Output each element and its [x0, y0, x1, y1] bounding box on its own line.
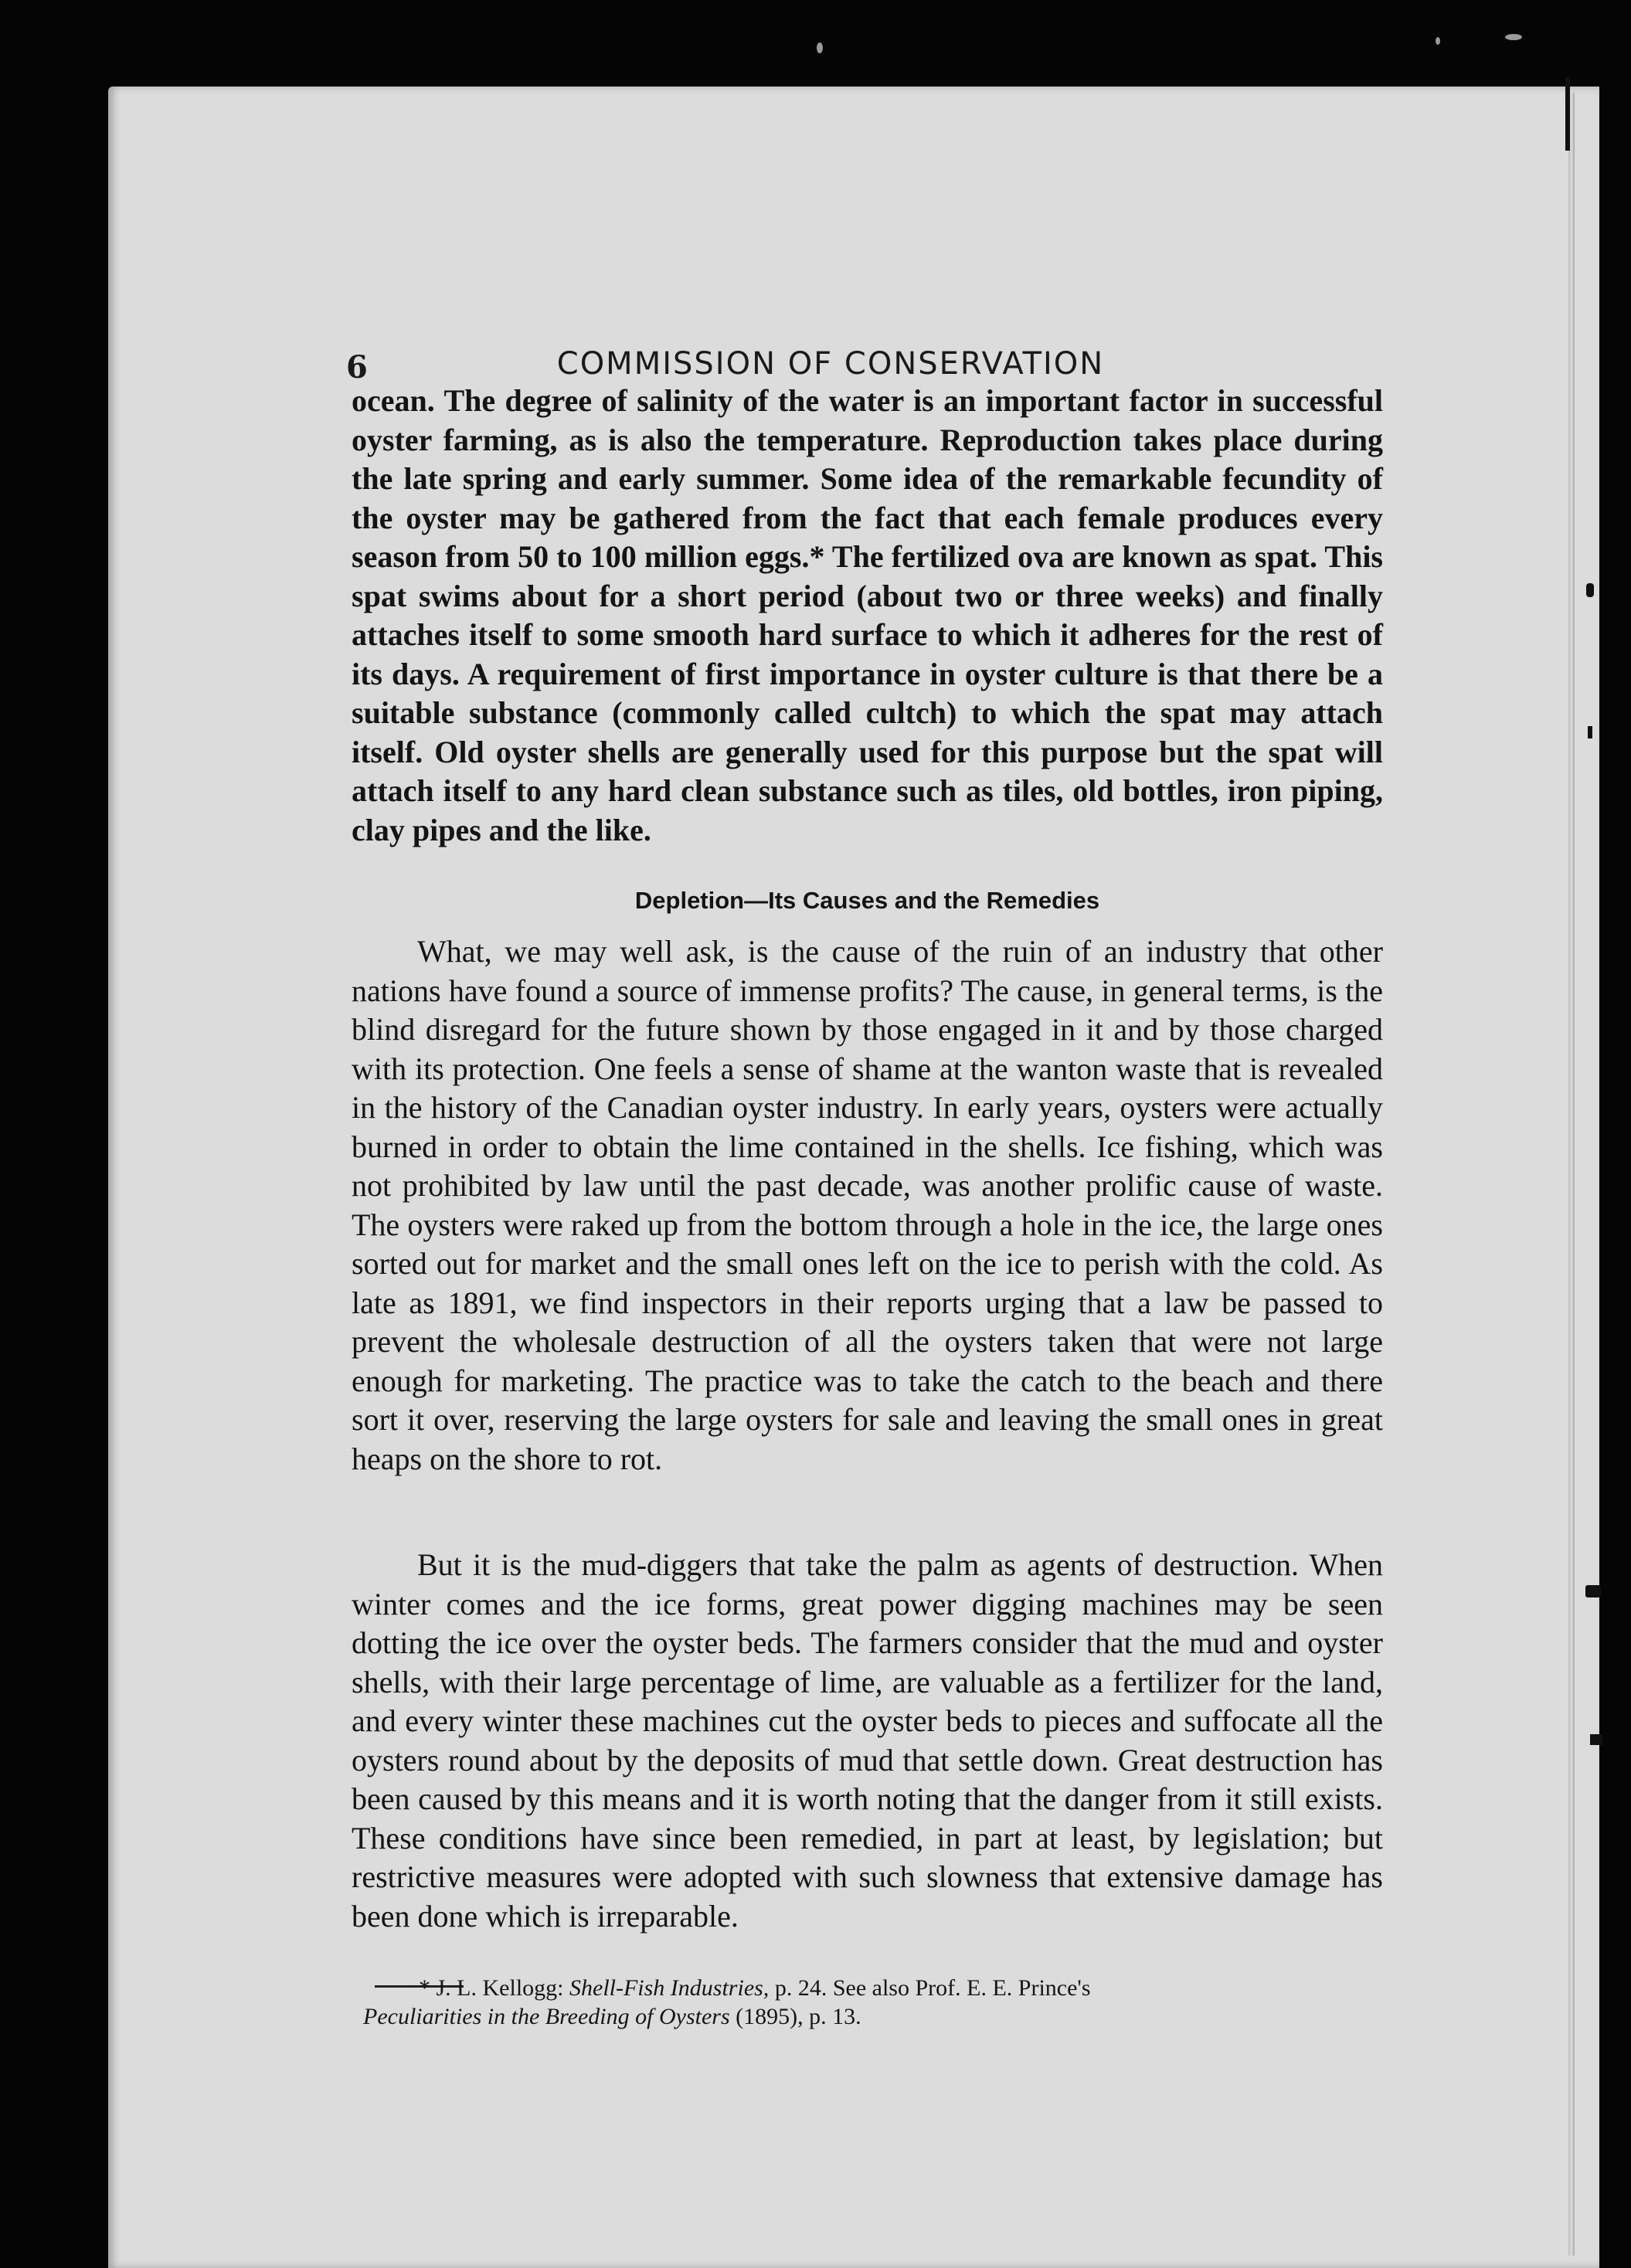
margin-mark: [1590, 1734, 1602, 1745]
paragraph-mud-diggers: But it is the mud-diggers that take the palm as agents of destruction. When winter comes and the ice forms, great power digging machines may be seen dotting the ice over the oyster beds. The farmers consider that the mud and oyster shells, with their large percentage of lime, are valuable as a fertilizer for the land, and every winter these machines cut the oyster beds to pieces and suffocate all the oysters round about by the deposits of mud that settle down. Great destruction has been caused by this means and it is worth noting that the danger from it still exists. These conditions have since been remedied, in part at least, by legislation; but restrictive measures were adopted with such slowness that extensive damage has been done which is irreparable.: [352, 1547, 1383, 1934]
margin-mark: [1588, 726, 1592, 738]
section-heading: Depletion—Its Causes and the Remedies: [634, 887, 1100, 914]
paragraph-depletion-causes: What, we may well ask, is the cause of the ruin of an industry that other nations have found a source of immense profits? The cause, in general terms, is the blind disregard for the future shown by those engaged in it and by those charged with its protection. One feels a sense of shame at the wanton waste that is revealed in the history of the Canadian oyster industry. In early years, oysters were actually burned in order to obtain the lime contained in the shells. Ice fishing, which was not prohibited by law until the past decade, was another prolific cause of waste. The oysters were raked up from the bottom through a hole in the ice, the large ones sorted out for market and the small ones left on the ice to perish with the cold. As late as 1891, we find inspectors in their reports urging that a law be passed to prevent the wholesale destruction of all the oysters taken that were not large enough for marketing. The practice was to take the catch to the beach and there sort it over, reserving the large oysters for sale and leaving the small ones in great heaps on the shore to rot.: [352, 934, 1383, 1476]
margin-mark: [1585, 1585, 1601, 1597]
margin-mark: [1565, 77, 1570, 151]
footnote: [363, 1974, 1398, 2031]
footnote-pages-2: (1895), p. 13.: [736, 2004, 861, 2029]
margin-mark: [1586, 583, 1594, 597]
running-header: COMMISSION OF CONSERVATION: [556, 346, 1105, 382]
paragraph-oyster-reproduction: ocean. The degree of salinity of the water is an important factor in successful oyster farming, as is also the temperature. Reproduction takes place during the late spring and early summer. Some idea of the remarkable fecundity of the oyster may be gathered from the fact that each female produces every season from 50 to 100 million eggs.* The fertilized ova are known as spat. This spat swims about for a short period (about two or three weeks) and finally attaches itself to some smooth hard surface to which it adheres for the rest of its days. A requirement of first importance in oyster culture is that there be a suitable substance (commonly called cultch) to which the spat may attach itself. Old oyster shells are generally used for this purpose but the spat will attach itself to any hard clean substance such as tiles, old bottles, iron piping, clay pipes and the like.: [352, 383, 1383, 847]
footnote-pages-1: p. 24. See also Prof. E. E. Prince's: [774, 1975, 1091, 2001]
film-border-specks: [0, 0, 1631, 93]
footnote-title-1: Shell-Fish Industries,: [569, 1975, 770, 2001]
page-right-edge: [1568, 93, 1575, 2256]
footnote-author: J. L. Kellogg:: [436, 1975, 564, 2001]
footnote-marker: *: [419, 1975, 430, 2001]
footnote-title-2: Peculiarities in the Breeding of Oysters: [363, 2004, 730, 2029]
page-number: 6: [346, 349, 368, 385]
